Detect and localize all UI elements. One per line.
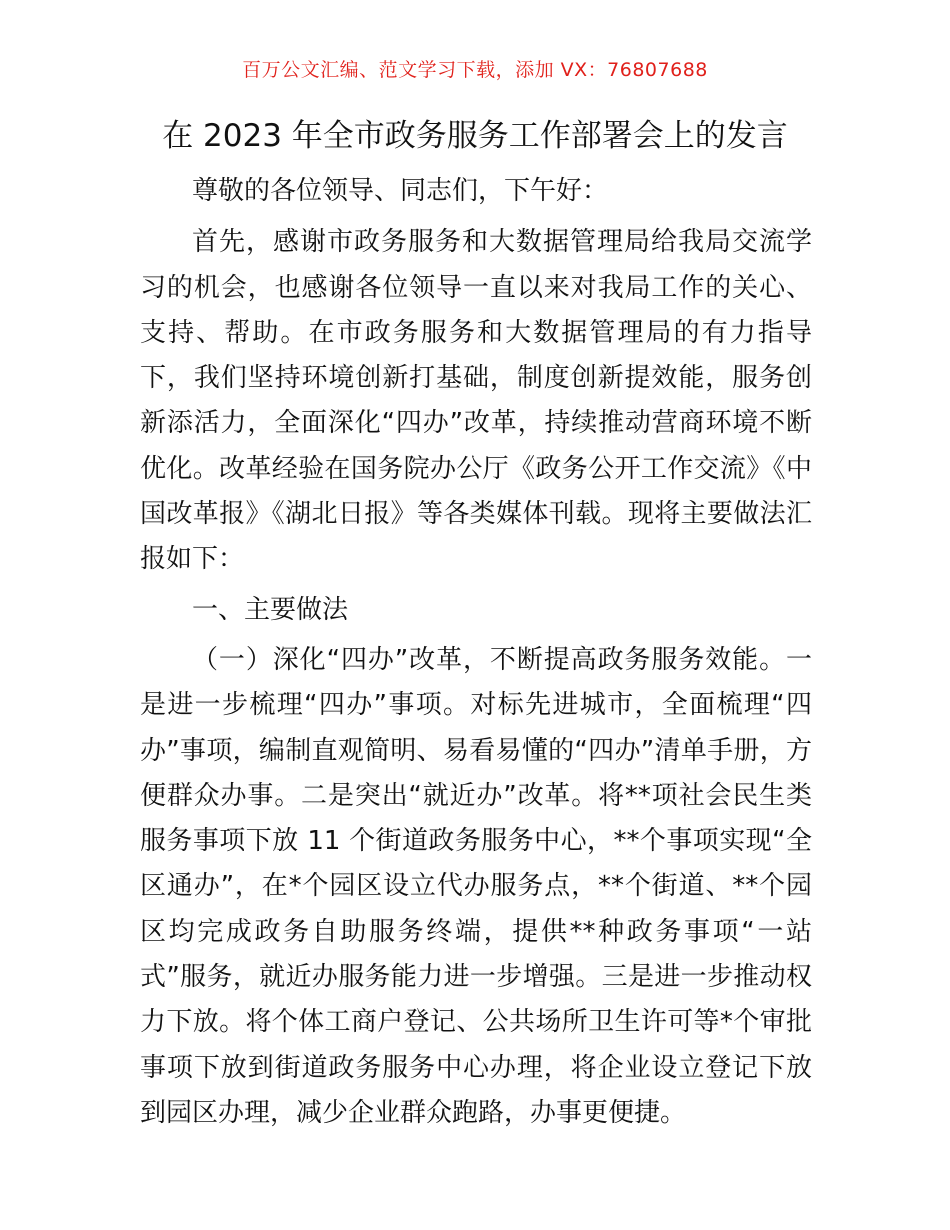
- intro-paragraph: 首先，感谢市政务服务和大数据管理局给我局交流学习的机会，也感谢各位领导一直以来对我局工作的关心、支持、帮助。在市政务服务和大数据管理局的有力指导下，我们坚持环境创新打基础，制度创新提效能，服务创新添活力，全面深化“四办”改革，持续推动营商环境不断优化。改革经验在国务院办公厅《政务公开工作交流》《中国改革报》《湖北日报》等各类媒体刊载。现将主要做法汇报如下：: [140, 227, 812, 575]
- page-title: 在 2023 年全市政务服务工作部署会上的发言: [162, 118, 788, 154]
- watermark-banner: 百万公文汇编、范文学习下载，添加 VX：76807688: [242, 59, 708, 81]
- section-heading: 一、主要做法: [192, 594, 349, 625]
- greeting-line: 尊敬的各位领导、同志们，下午好：: [192, 176, 609, 206]
- document-body: [140, 169, 812, 1136]
- section-paragraph: （一）深化“四办”改革，不断提高政务服务效能。一是进一步梳理“四办”事项。对标先进城市，全面梳理“四办”事项，编制直观简明、易看易懂的“四办”清单手册，方便群众办事。二是突出“就近办”改革。将**项社会民生类服务事项下放 11 个街道政务服务中心，**个事项实现“全区通办”，在*个园区设立代办服务点，**个街道、**个园区均完成政务自助服务终端，提供**种政务事项“一站式”服务，就近办服务能力进一步增强。三是进一步推动权力下放。将个体工商户登记、公共场所卫生许可等*个审批事项下放到街道政务服务中心办理，将企业设立登记下放到园区办理，减少企业群众跑路，办事更便捷。: [140, 644, 812, 1128]
